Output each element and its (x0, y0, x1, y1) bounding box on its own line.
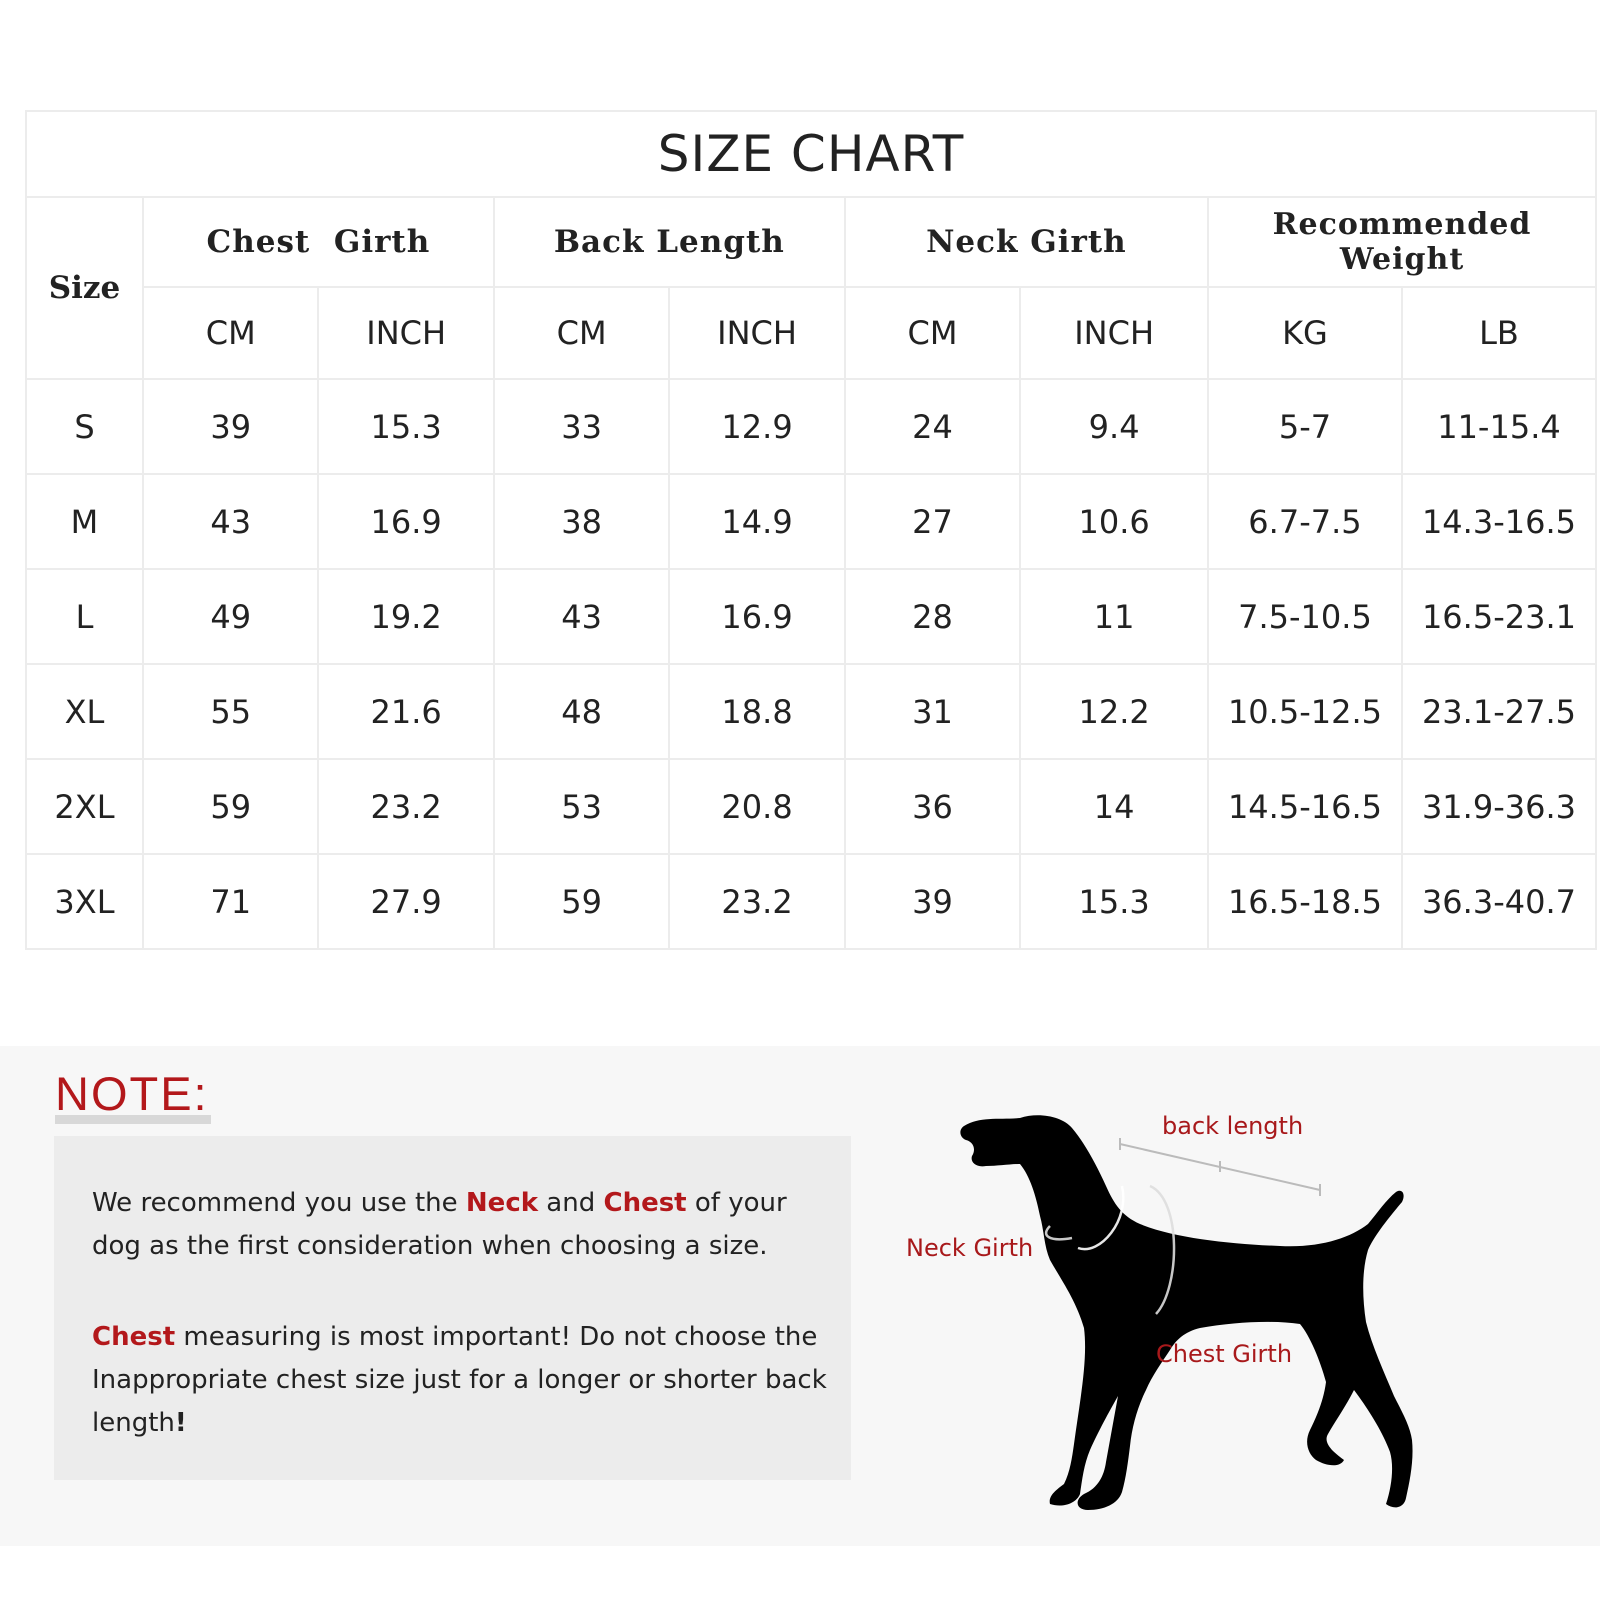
table-cell: 14 (1020, 759, 1208, 854)
table-cell: 14.3-16.5 (1402, 474, 1596, 569)
table-row (26, 854, 1596, 949)
table-cell: 71 (143, 854, 318, 949)
table-cell: 16.9 (318, 474, 493, 569)
table-cell: 9.4 (1020, 379, 1208, 474)
table-cell: 16.9 (669, 569, 844, 664)
chest-highlight: Chest (92, 1322, 176, 1352)
table-cell: 21.6 (318, 664, 493, 759)
table-row (26, 569, 1596, 664)
table-cell: 53 (494, 759, 669, 854)
table-cell: 15.3 (318, 379, 493, 474)
table-cell: 12.9 (669, 379, 844, 474)
dog-silhouette-icon (900, 1100, 1460, 1520)
size-label-cell: L (26, 569, 143, 664)
note-text: and (538, 1188, 604, 1218)
table-cell: 14.5-16.5 (1208, 759, 1402, 854)
table-cell: 27 (845, 474, 1020, 569)
unit-header: INCH (1020, 287, 1208, 379)
table-row (26, 664, 1596, 759)
back-length-header: Back Length (494, 197, 845, 287)
table-cell: 14.9 (669, 474, 844, 569)
note-text: We recommend you use the (92, 1188, 466, 1218)
note-box (54, 1136, 851, 1480)
table-cell: 23.2 (318, 759, 493, 854)
table-cell: 33 (494, 379, 669, 474)
table-cell: 59 (143, 759, 318, 854)
table-row (26, 379, 1596, 474)
size-label-cell: S (26, 379, 143, 474)
table-cell: 31.9-36.3 (1402, 759, 1596, 854)
note-paragraph-2 (92, 1316, 831, 1445)
table-row (26, 474, 1596, 569)
size-label-cell: 3XL (26, 854, 143, 949)
unit-header: INCH (318, 287, 493, 379)
size-label-cell: 2XL (26, 759, 143, 854)
size-chart-table (25, 110, 1597, 950)
table-cell: 27.9 (318, 854, 493, 949)
size-column-header: Size (26, 197, 143, 379)
table-cell: 28 (845, 569, 1020, 664)
table-cell: 15.3 (1020, 854, 1208, 949)
table-cell: 16.5-23.1 (1402, 569, 1596, 664)
table-row (26, 759, 1596, 854)
note-title: NOTE: (55, 1064, 211, 1124)
table-cell: 38 (494, 474, 669, 569)
table-cell: 24 (845, 379, 1020, 474)
neck-highlight: Neck (465, 1188, 539, 1218)
neck-girth-header: Neck Girth (845, 197, 1208, 287)
chest-highlight: Chest (603, 1188, 687, 1218)
note-text: measuring is most important! Do not choose the Inappropriate chest size just for a longer or shorter back length (92, 1322, 827, 1438)
size-rows (26, 379, 1596, 949)
back-length-label: back length (1162, 1112, 1304, 1140)
table-cell: 48 (494, 664, 669, 759)
neck-girth-label: Neck Girth (906, 1234, 1034, 1262)
table-cell: 19.2 (318, 569, 493, 664)
unit-header: CM (494, 287, 669, 379)
table-cell: 36.3-40.7 (1402, 854, 1596, 949)
table-cell: 11 (1020, 569, 1208, 664)
unit-header: LB (1402, 287, 1596, 379)
chest-girth-label: Chest Girth (1156, 1340, 1293, 1368)
table-cell: 10.6 (1020, 474, 1208, 569)
note-exclamation: ! (174, 1408, 187, 1438)
table-cell: 39 (845, 854, 1020, 949)
table-cell: 11-15.4 (1402, 379, 1596, 474)
size-label-cell: M (26, 474, 143, 569)
table-cell: 31 (845, 664, 1020, 759)
unit-header: KG (1208, 287, 1402, 379)
table-cell: 16.5-18.5 (1208, 854, 1402, 949)
table-cell: 43 (143, 474, 318, 569)
table-cell: 43 (494, 569, 669, 664)
table-cell: 36 (845, 759, 1020, 854)
table-cell: 59 (494, 854, 669, 949)
table-cell: 18.8 (669, 664, 844, 759)
table-cell: 12.2 (1020, 664, 1208, 759)
dog-measurement-diagram (900, 1100, 1460, 1520)
table-cell: 55 (143, 664, 318, 759)
unit-header: INCH (669, 287, 844, 379)
note-paragraph-1 (92, 1182, 831, 1268)
note-text: of your dog as the first consideration when choosing a size. (92, 1188, 787, 1261)
table-cell: 23.2 (669, 854, 844, 949)
table-cell: 20.8 (669, 759, 844, 854)
recommended-weight-header: Recommended Weight (1208, 197, 1596, 287)
size-label-cell: XL (26, 664, 143, 759)
table-cell: 10.5-12.5 (1208, 664, 1402, 759)
table-cell: 39 (143, 379, 318, 474)
table-cell: 7.5-10.5 (1208, 569, 1402, 664)
chart-title: SIZE CHART (26, 111, 1596, 197)
table-cell: 49 (143, 569, 318, 664)
table-cell: 6.7-7.5 (1208, 474, 1402, 569)
chest-girth-header: Chest Girth (143, 197, 494, 287)
unit-header: CM (143, 287, 318, 379)
table-cell: 5-7 (1208, 379, 1402, 474)
unit-header: CM (845, 287, 1020, 379)
table-cell: 23.1-27.5 (1402, 664, 1596, 759)
